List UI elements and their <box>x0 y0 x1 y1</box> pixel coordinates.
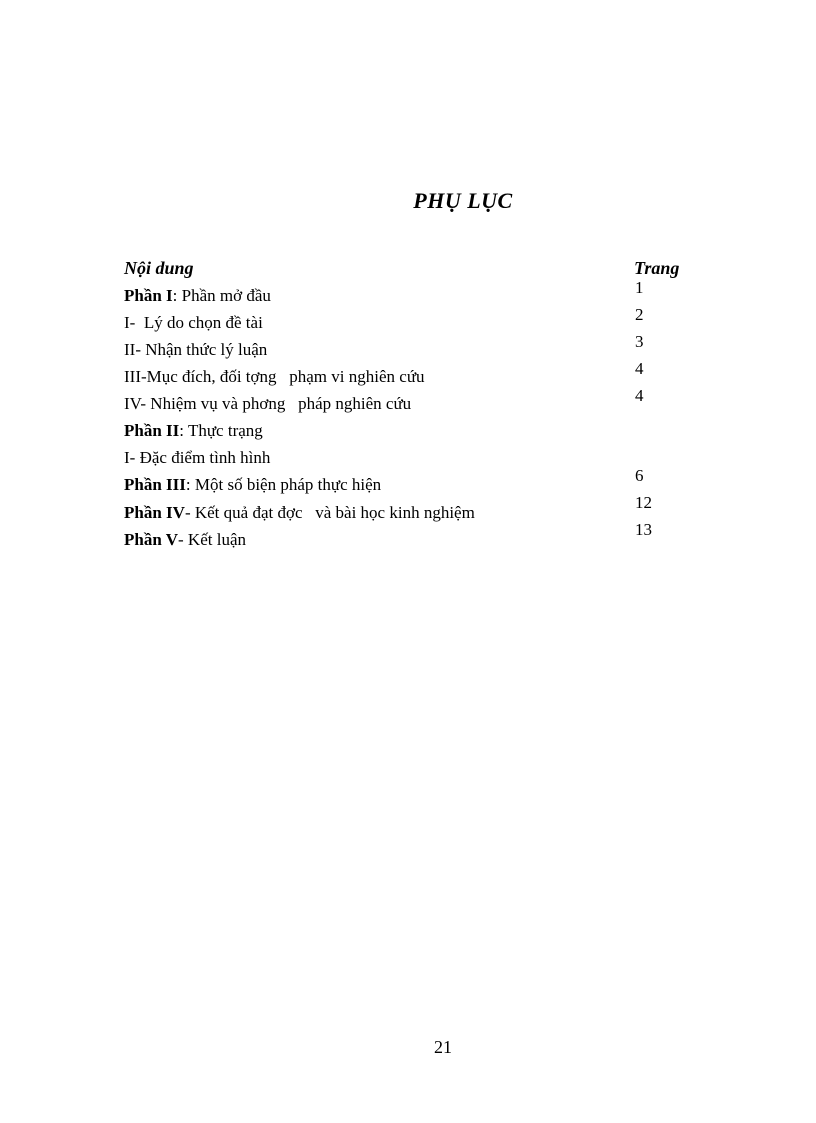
toc-entry-text <box>124 286 271 306</box>
toc-entry-label: III-Mục đích, đối tợng phạm vi nghiên cứu <box>124 367 425 386</box>
toc-entry-text <box>124 503 475 523</box>
toc-entry-page: 2 <box>635 305 644 324</box>
toc-entry-text <box>124 367 425 387</box>
toc-entry-label: II- Nhận thức lý luận <box>124 340 268 359</box>
toc-entry-label: : Thực trạng <box>179 421 263 440</box>
page-column-header: Trang <box>634 258 680 278</box>
content-column-header: Nội dung <box>124 258 194 278</box>
toc-entry-text <box>124 475 381 495</box>
toc-entry-label: IV- Nhiệm vụ và phơng pháp nghiên cứu <box>124 394 412 413</box>
toc-entry-text <box>124 313 263 333</box>
toc-entry-page: 13 <box>635 520 652 539</box>
toc-entry-label: I- Lý do chọn đề tài <box>124 313 263 332</box>
toc-entry-label: I- Đặc điểm tình hình <box>124 448 271 467</box>
toc-entry-page: 6 <box>635 466 644 485</box>
toc-entry-page: 12 <box>635 493 652 512</box>
toc-entry-label: : Phần mở đầu <box>172 286 271 305</box>
toc-entry-prefix: Phần V <box>124 530 179 549</box>
toc-entry-label: - Kết quả đạt đợc và bài học kinh nghiệm <box>184 503 475 522</box>
page-number: 21 <box>434 1037 452 1057</box>
toc-entry-text <box>124 421 263 441</box>
toc-entry-prefix: Phần II <box>124 421 180 440</box>
toc-entry-page: 4 <box>635 359 644 378</box>
toc-entry-prefix: Phần I <box>124 286 173 305</box>
toc-entry-label: - Kết luận <box>178 530 246 549</box>
toc-entry-prefix: Phần III <box>124 475 186 494</box>
toc-entry-page: 1 <box>635 278 644 297</box>
toc-entry-label: : Một số biện pháp thực hiện <box>185 475 382 494</box>
toc-entry-page: 3 <box>635 332 644 351</box>
page-title: PHỤ LỤC <box>413 188 513 213</box>
toc-entry-text <box>124 448 270 468</box>
toc-entry-text <box>124 394 411 414</box>
toc-entry-page: 4 <box>635 386 644 405</box>
toc-entry-text <box>124 340 267 360</box>
toc-entry-text <box>124 530 246 550</box>
toc-entry-prefix: Phần IV <box>124 503 185 522</box>
